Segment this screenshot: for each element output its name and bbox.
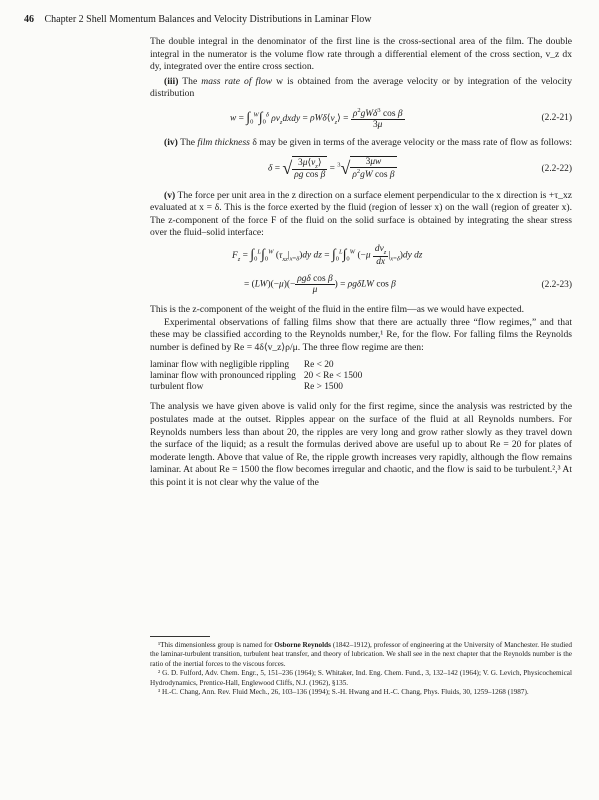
regime-name: laminar flow with pronounced rippling	[150, 371, 296, 382]
item-text: δ may be given in terms of the average velocity or the mass rate of flow as follows:	[252, 136, 573, 148]
running-header	[24, 14, 372, 25]
equation-number: (2.2-22)	[541, 163, 572, 174]
paragraph-analysis-validity: The analysis we have given above is valid only for the first regime, since the analysis was restricted by the postulates made at the outset. Ripples appear on the surface of the fluid at all Reynolds numbers. For Reynolds numbers less than about 20, the ripples are very long and grow rather slowly as they travel down the surface of the liquid; as a result the formulas derived above are useful up to about Re = 20 for plates of moderate length. Above that value of Re, the ripple growth increases very rapidly, although the flow remains laminar. At about Re = 1500 the flow becomes irregular and chaotic, and the flow is said to be turbulent.²,³ At this point it is not clear why the value of the	[150, 401, 572, 488]
footnote-2: ² G. D. Fulford, Adv. Chem. Engr., 5, 151–236 (1964); S. Whitaker, Ind. Eng. Chem. Fund., 3, 132–142 (1964); V. G. Levich, Physicochemical Hydrodynamics, Prentice-Hall, Englewood Cliffs, N.J. (1962), §135.	[150, 669, 572, 687]
footnote-3: ³ H.-C. Chang, Ann. Rev. Fluid Mech., 26, 103–136 (1994); S.-H. Hwang and H.-C. Chang, Phys. Fluids, 30, 1259–1268 (1987).	[158, 688, 529, 697]
regime-range: 20 < Re < 1500	[303, 371, 363, 382]
item-label: (iii)	[164, 75, 179, 87]
item-text: w is obtained from the average velocity or by integration of the velocity distribution	[150, 75, 572, 100]
main-text-column	[150, 36, 572, 489]
item-force	[150, 190, 572, 240]
flow-regime-table	[150, 360, 362, 393]
footnote-text: (1842–1912), professor of engineering at the University of Manchester. He studied the laminar-turbulent transition, turbulent heat transfer, and theory of lubrication. We shall see in the next chapter that the Reynolds number is the ratio of the inertial forces to the viscous forces.	[150, 641, 572, 668]
equation-2-2-23	[150, 242, 572, 304]
running-title: Chapter 2 Shell Momentum Balances and Velocity Distributions in Laminar Flow	[44, 14, 372, 25]
paragraph-cross-section: The double integral in the denominator of the first line is the cross-sectional area of the film. The double integral in the numerator is the volume flow rate through a differential element of the cross section, v_z dx dy, integrated over the entire cross section.	[150, 36, 572, 73]
table-row	[150, 371, 362, 382]
item-mass-rate	[150, 76, 572, 101]
equation-line-1: $F_z = \int_0^L\int_0^W$ $(\tau_{xz}|_{x=\delta})dy$ dz = $\int_0^L\int_0^W$ (−μ $\frac{dv_z}{dx}$ $|_{x=\delta})dy$ dz	[232, 243, 423, 267]
equation-2-2-22	[150, 152, 572, 190]
table-row	[150, 382, 362, 393]
paragraph-flow-regimes: Experimental observations of falling films show that there are actually three “flow regimes,” and that these may be classified according to the Reynolds number,¹ Re, for the flow. For falling films the Reynolds number is defined by Re = 4δ⟨v_z⟩ρ/μ. The three flow regime are then:	[150, 316, 572, 353]
equation-body: δ = √ $\frac{3\mu⟨v_z⟩}{\text{ρg cos β}}$ = $^3$√ $\frac{3\mu w}{\rho^2gW \cos \beta}$	[268, 156, 395, 181]
equation-line-2: = (LW)(−μ)(− $\frac{\text{ρgδ cos β}}{\mu}$ ) = ρgδLW cos β	[244, 273, 396, 295]
item-text: The	[182, 75, 198, 87]
equation-2-2-21	[150, 103, 572, 137]
regime-name: turbulent flow	[150, 382, 204, 393]
footnote-person: Osborne Reynolds	[274, 641, 331, 649]
equation-body: $w = \int_0^W\int_0^\delta$ $\rho v_zdxdy$ = $\rho W\delta⟨v_z⟩$ = $\frac{\rho^2gW\delta^3 \cos \beta}{3\mu}$	[230, 106, 403, 131]
footnote-rule	[150, 636, 210, 637]
footnote-1	[150, 641, 572, 669]
regime-range: Re > 1500	[303, 382, 343, 393]
item-label: (iv)	[164, 136, 178, 148]
item-italic: mass rate of flow	[201, 75, 273, 87]
item-italic: film thickness	[197, 136, 250, 148]
footnotes	[150, 636, 572, 697]
page-number: 46	[24, 14, 34, 25]
equation-number: (2.2-23)	[541, 279, 572, 290]
regime-range: Re < 20	[303, 360, 334, 371]
table-row	[150, 360, 362, 371]
footnote-text: ¹This dimensionless group is named for	[158, 641, 273, 649]
regime-name: laminar flow with negligible rippling	[150, 360, 290, 371]
paragraph-weight: This is the z-component of the weight of the fluid in the entire film—as we would have expected.	[150, 303, 525, 315]
item-film-thickness	[150, 137, 572, 150]
item-text: The	[180, 136, 196, 148]
item-text: The force per unit area in the z direction on a surface element perpendicular to the x direction is +τ_xz evaluated at x = δ. This is the force exerted by the fluid (region of lesser x) on the wall (region of greater x). The z-component of the force F of the fluid on the solid surface is obtained by integrating the shear stress over the fluid–solid interface:	[150, 189, 572, 239]
equation-number: (2.2-21)	[541, 112, 572, 123]
item-label: (v)	[164, 189, 176, 201]
